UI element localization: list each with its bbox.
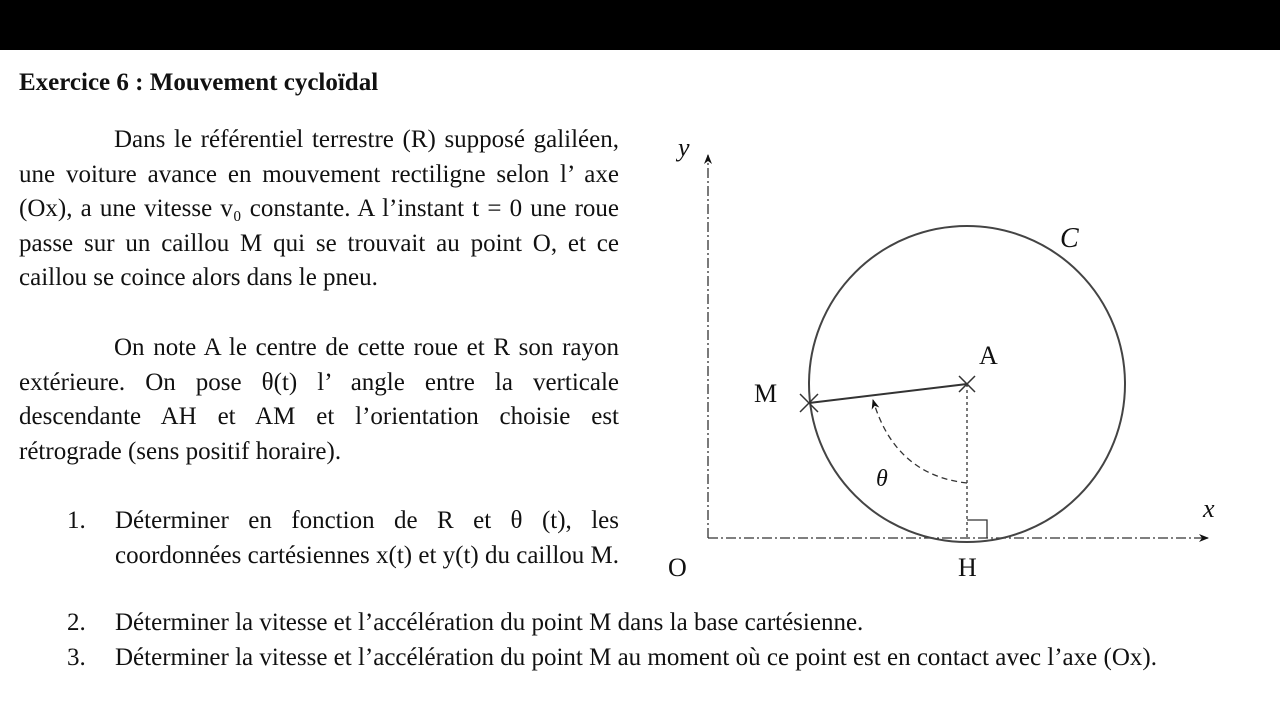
circle-label: C bbox=[1060, 223, 1079, 254]
question-3-text: Déterminer la vitesse et l’accélération du point M au moment où ce point est en contact avec l’axe (Ox). bbox=[115, 644, 1157, 671]
question-2-number: 2. bbox=[67, 609, 86, 636]
cycloid-figure bbox=[640, 120, 1280, 600]
question-3-number: 3. bbox=[67, 644, 86, 671]
point-m-label: M bbox=[754, 379, 778, 408]
point-h-label: H bbox=[958, 553, 977, 582]
question-2-text: Déterminer la vitesse et l’accélération du point M dans la base cartésienne. bbox=[115, 609, 864, 636]
top-black-bar bbox=[0, 0, 1280, 50]
intro-paragraph: Dans le référentiel terrestre (R) supposé galiléen, une voiture avance en mouvement rectiligne selon l’ axe (Ox), a une vitesse v₀ constante. A l’instant t = 0 une roue passe sur un caillou M qui se trouvait au point O, et ce caillou se coince alors dans le pneu. bbox=[19, 126, 619, 292]
right-angle-marker bbox=[967, 520, 987, 538]
y-axis-label: y bbox=[678, 133, 690, 162]
question-1-text: Déterminer en fonction de R et θ (t), les coordonnées cartésiennes x(t) et y(t) du caillou M. bbox=[115, 507, 619, 569]
x-axis-label: x bbox=[1203, 494, 1215, 523]
radius-am bbox=[809, 384, 967, 403]
question-1-number: 1. bbox=[67, 507, 86, 534]
origin-label: O bbox=[668, 553, 687, 582]
center-a-label: A bbox=[979, 341, 998, 370]
definition-paragraph: On note A le centre de cette roue et R son rayon extérieure. On pose θ(t) l’ angle entre la verticale descendante AH et AM et l’orientation choisie est rétrograde (sens positif horaire). bbox=[19, 334, 619, 465]
exercise-title: Exercice 6 : Mouvement cycloïdal bbox=[19, 69, 379, 96]
angle-label: θ bbox=[876, 466, 888, 492]
